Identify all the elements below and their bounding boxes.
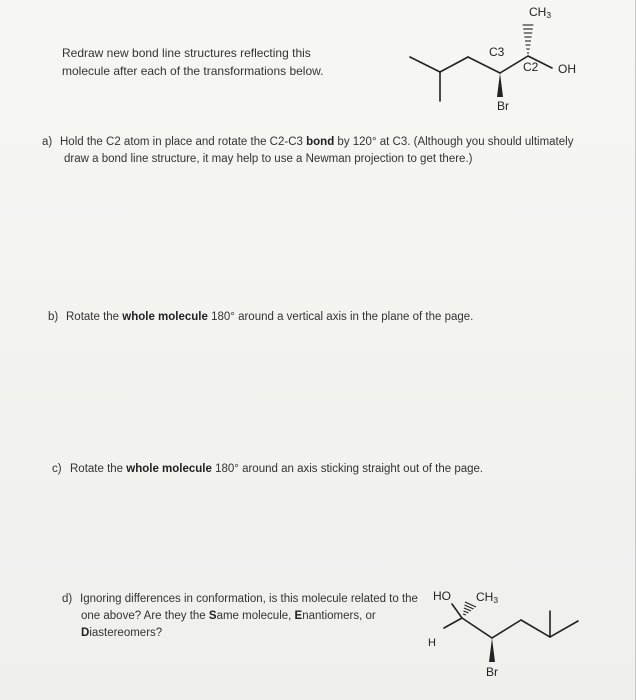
intro-line-1: Redraw new bond line structures reflecting this — [62, 46, 311, 60]
question-d-text-4: nantiomers, or — [302, 610, 376, 622]
bottom-molecule — [444, 604, 578, 638]
bond-c2-c3-bottom — [462, 618, 492, 638]
question-c-letter: c) — [52, 463, 62, 475]
question-d-text-2: one above? Are they the — [81, 610, 209, 622]
question-d — [62, 591, 434, 642]
label-br-top: Br — [497, 99, 509, 113]
bond-c3-c4-bottom — [492, 620, 521, 638]
bond-isopropyl-right — [440, 57, 468, 72]
hashed-bond-ch3-bottom — [463, 602, 476, 615]
question-b-letter: b) — [48, 311, 59, 323]
question-a-bold-1: bond — [306, 136, 335, 148]
label-ho-bottom: HO — [433, 589, 451, 603]
question-a-text-2: by 120° at C3. (Although you should ultimately — [334, 136, 574, 148]
question-a-text-1: Hold the C2 atom in place and rotate the C2-C3 — [60, 136, 307, 148]
question-d-line-2 — [62, 608, 434, 625]
question-d-line-3 — [62, 625, 434, 642]
bond-c2-h-bottom — [444, 618, 462, 628]
question-b — [48, 309, 548, 326]
wedge-bond-br — [497, 73, 503, 97]
label-h-bottom: H — [428, 637, 436, 649]
question-b-bold-1: whole molecule — [122, 311, 208, 323]
question-a — [42, 134, 602, 168]
question-b-text-1: Rotate the — [66, 311, 123, 323]
question-d-text-3: ame molecule, — [216, 610, 295, 622]
question-d-bold-3: D — [81, 627, 90, 639]
bond-isopropyl-left — [410, 57, 440, 72]
question-d-text-5: iastereomers? — [89, 627, 163, 639]
question-c — [52, 461, 572, 478]
label-br-bottom: Br — [486, 665, 498, 679]
question-d-letter: d) — [62, 593, 73, 605]
hashed-bond-ch3 — [523, 25, 534, 53]
bond-c4-c5-bottom — [521, 620, 550, 637]
question-d-bold-2: E — [294, 610, 303, 622]
label-c2: C2 — [523, 60, 539, 74]
question-c-text-1: Rotate the — [70, 463, 127, 475]
label-ch3-top: CH3 — [529, 5, 552, 20]
wedge-bond-br-bottom — [489, 638, 495, 662]
bond-c2-ho-bottom — [452, 604, 462, 618]
bond-c4-c3 — [468, 57, 500, 73]
question-d-text-1: Ignoring differences in conformation, is this molecule related to the — [80, 593, 418, 605]
question-d-bold-1: S — [208, 610, 217, 622]
question-c-text-2: 180° around an axis sticking straight out of the page. — [211, 463, 484, 475]
intro-line-2: molecule after each of the transformations below. — [62, 64, 324, 78]
label-c3: C3 — [489, 45, 505, 59]
label-ch3-bottom: CH3 — [476, 590, 499, 605]
question-c-bold-1: whole molecule — [126, 463, 212, 475]
label-oh: OH — [558, 62, 576, 76]
question-a-letter: a) — [42, 136, 53, 148]
question-a-text-3: draw a bond line structure, it may help to use a Newman projection to get there.) — [64, 153, 473, 165]
bond-c5-right-bottom — [550, 621, 578, 637]
question-b-text-2: 180° around a vertical axis in the plane of the page. — [207, 311, 474, 323]
